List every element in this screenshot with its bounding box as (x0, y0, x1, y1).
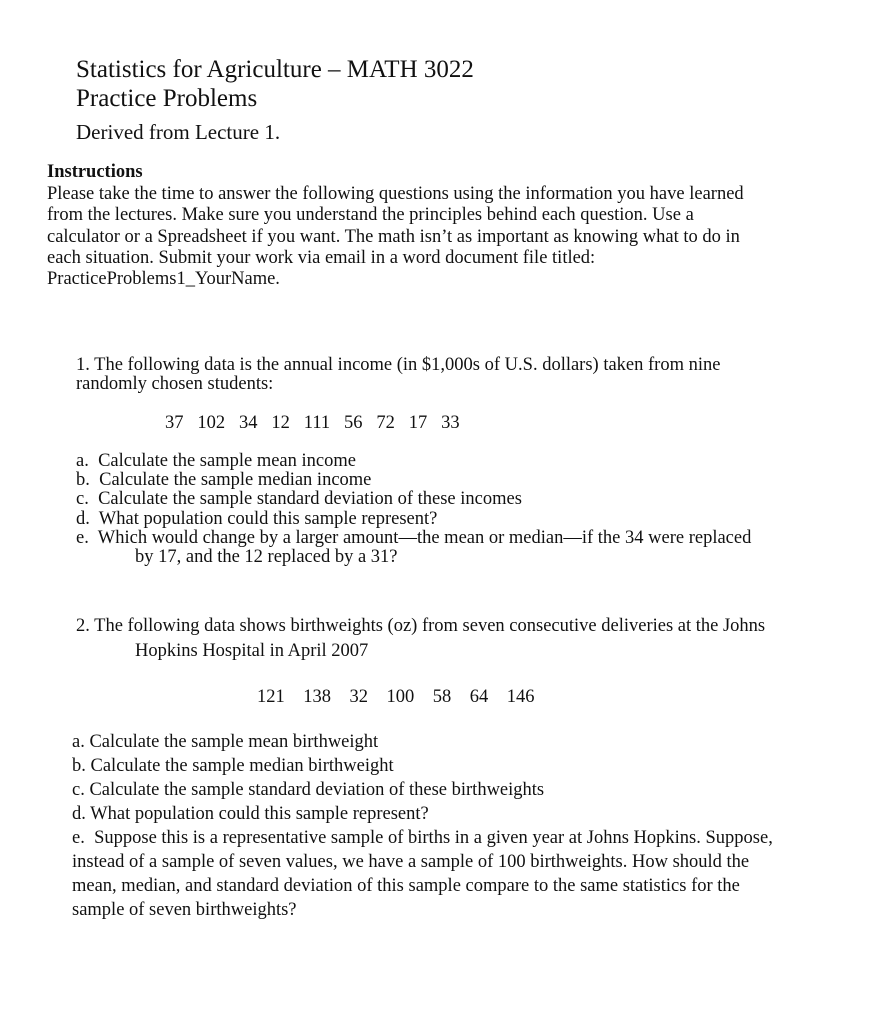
instructions-line: Please take the time to answer the following questions using the information you have learned (47, 184, 744, 204)
question-2-part-c: c. Calculate the sample standard deviation of these birthweights (72, 780, 545, 800)
instructions-line: PracticeProblems1_YourName. (47, 269, 280, 290)
instructions-line: from the lectures. Make sure you understand the principles behind each question. Use a (47, 205, 694, 226)
question-2-part-d: d. What population could this sample represent? (72, 804, 429, 824)
question-1-part-d: d. What population could this sample represent? (76, 508, 438, 529)
question-2-part-b: b. Calculate the sample median birthweight (72, 756, 394, 776)
question-2-part-e-line: sample of seven birthweights? (72, 900, 297, 920)
question-2-parts (72, 730, 862, 922)
question-2-part-e: e. Suppose this is a representative sample of births in a given year at Johns Hopkins. Suppose, (72, 828, 773, 848)
question-1-part-b: b. Calculate the sample median income (76, 470, 372, 491)
instructions-line: each situation. Submit your work via email in a word document file titled: (47, 247, 596, 268)
question-1-part-c: c. Calculate the sample standard deviation of these incomes (76, 489, 522, 510)
question-2-prompt-continued: Hopkins Hospital in April 2007 (135, 641, 369, 661)
question-2-data: 121 138 32 100 58 64 146 (257, 687, 535, 707)
document-subtitle: Practice Problems (76, 85, 258, 112)
question-2-part-e-line: mean, median, and standard deviation of this sample compare to the same statistics for the (72, 876, 740, 896)
question-2-prompt: 2. The following data shows birthweights (oz) from seven consecutive deliveries at the Johns (76, 616, 766, 636)
question-2-part-e-line: instead of a sample of seven values, we have a sample of 100 birthweights. How should the (72, 852, 750, 872)
instructions-text (47, 184, 847, 290)
question-1-line: 1. The following data is the annual income (in $1,000s of U.S. dollars) taken from nine (76, 355, 721, 375)
instructions-line: calculator or a Spreadsheet if you want. The math isn’t as important as knowing what to do in (47, 226, 740, 247)
question-1-part-e-continued: by 17, and the 12 replaced by a 31? (135, 547, 398, 568)
question-1-prompt (76, 356, 856, 394)
question-1-line: randomly chosen students: (76, 374, 274, 394)
question-1-part-a: a. Calculate the sample mean income (76, 451, 356, 471)
question-1-data: 37 102 34 12 111 56 72 17 33 (165, 413, 460, 433)
instructions-heading: Instructions (47, 162, 143, 182)
document-title: Statistics for Agriculture – MATH 3022 (76, 56, 474, 83)
question-2-part-a: a. Calculate the sample mean birthweight (72, 732, 379, 752)
question-1-parts (76, 452, 856, 567)
question-1-part-e: e. Which would change by a larger amount—the mean or median—if the 34 were replaced (76, 527, 752, 548)
derived-from-note: Derived from Lecture 1. (76, 120, 281, 144)
